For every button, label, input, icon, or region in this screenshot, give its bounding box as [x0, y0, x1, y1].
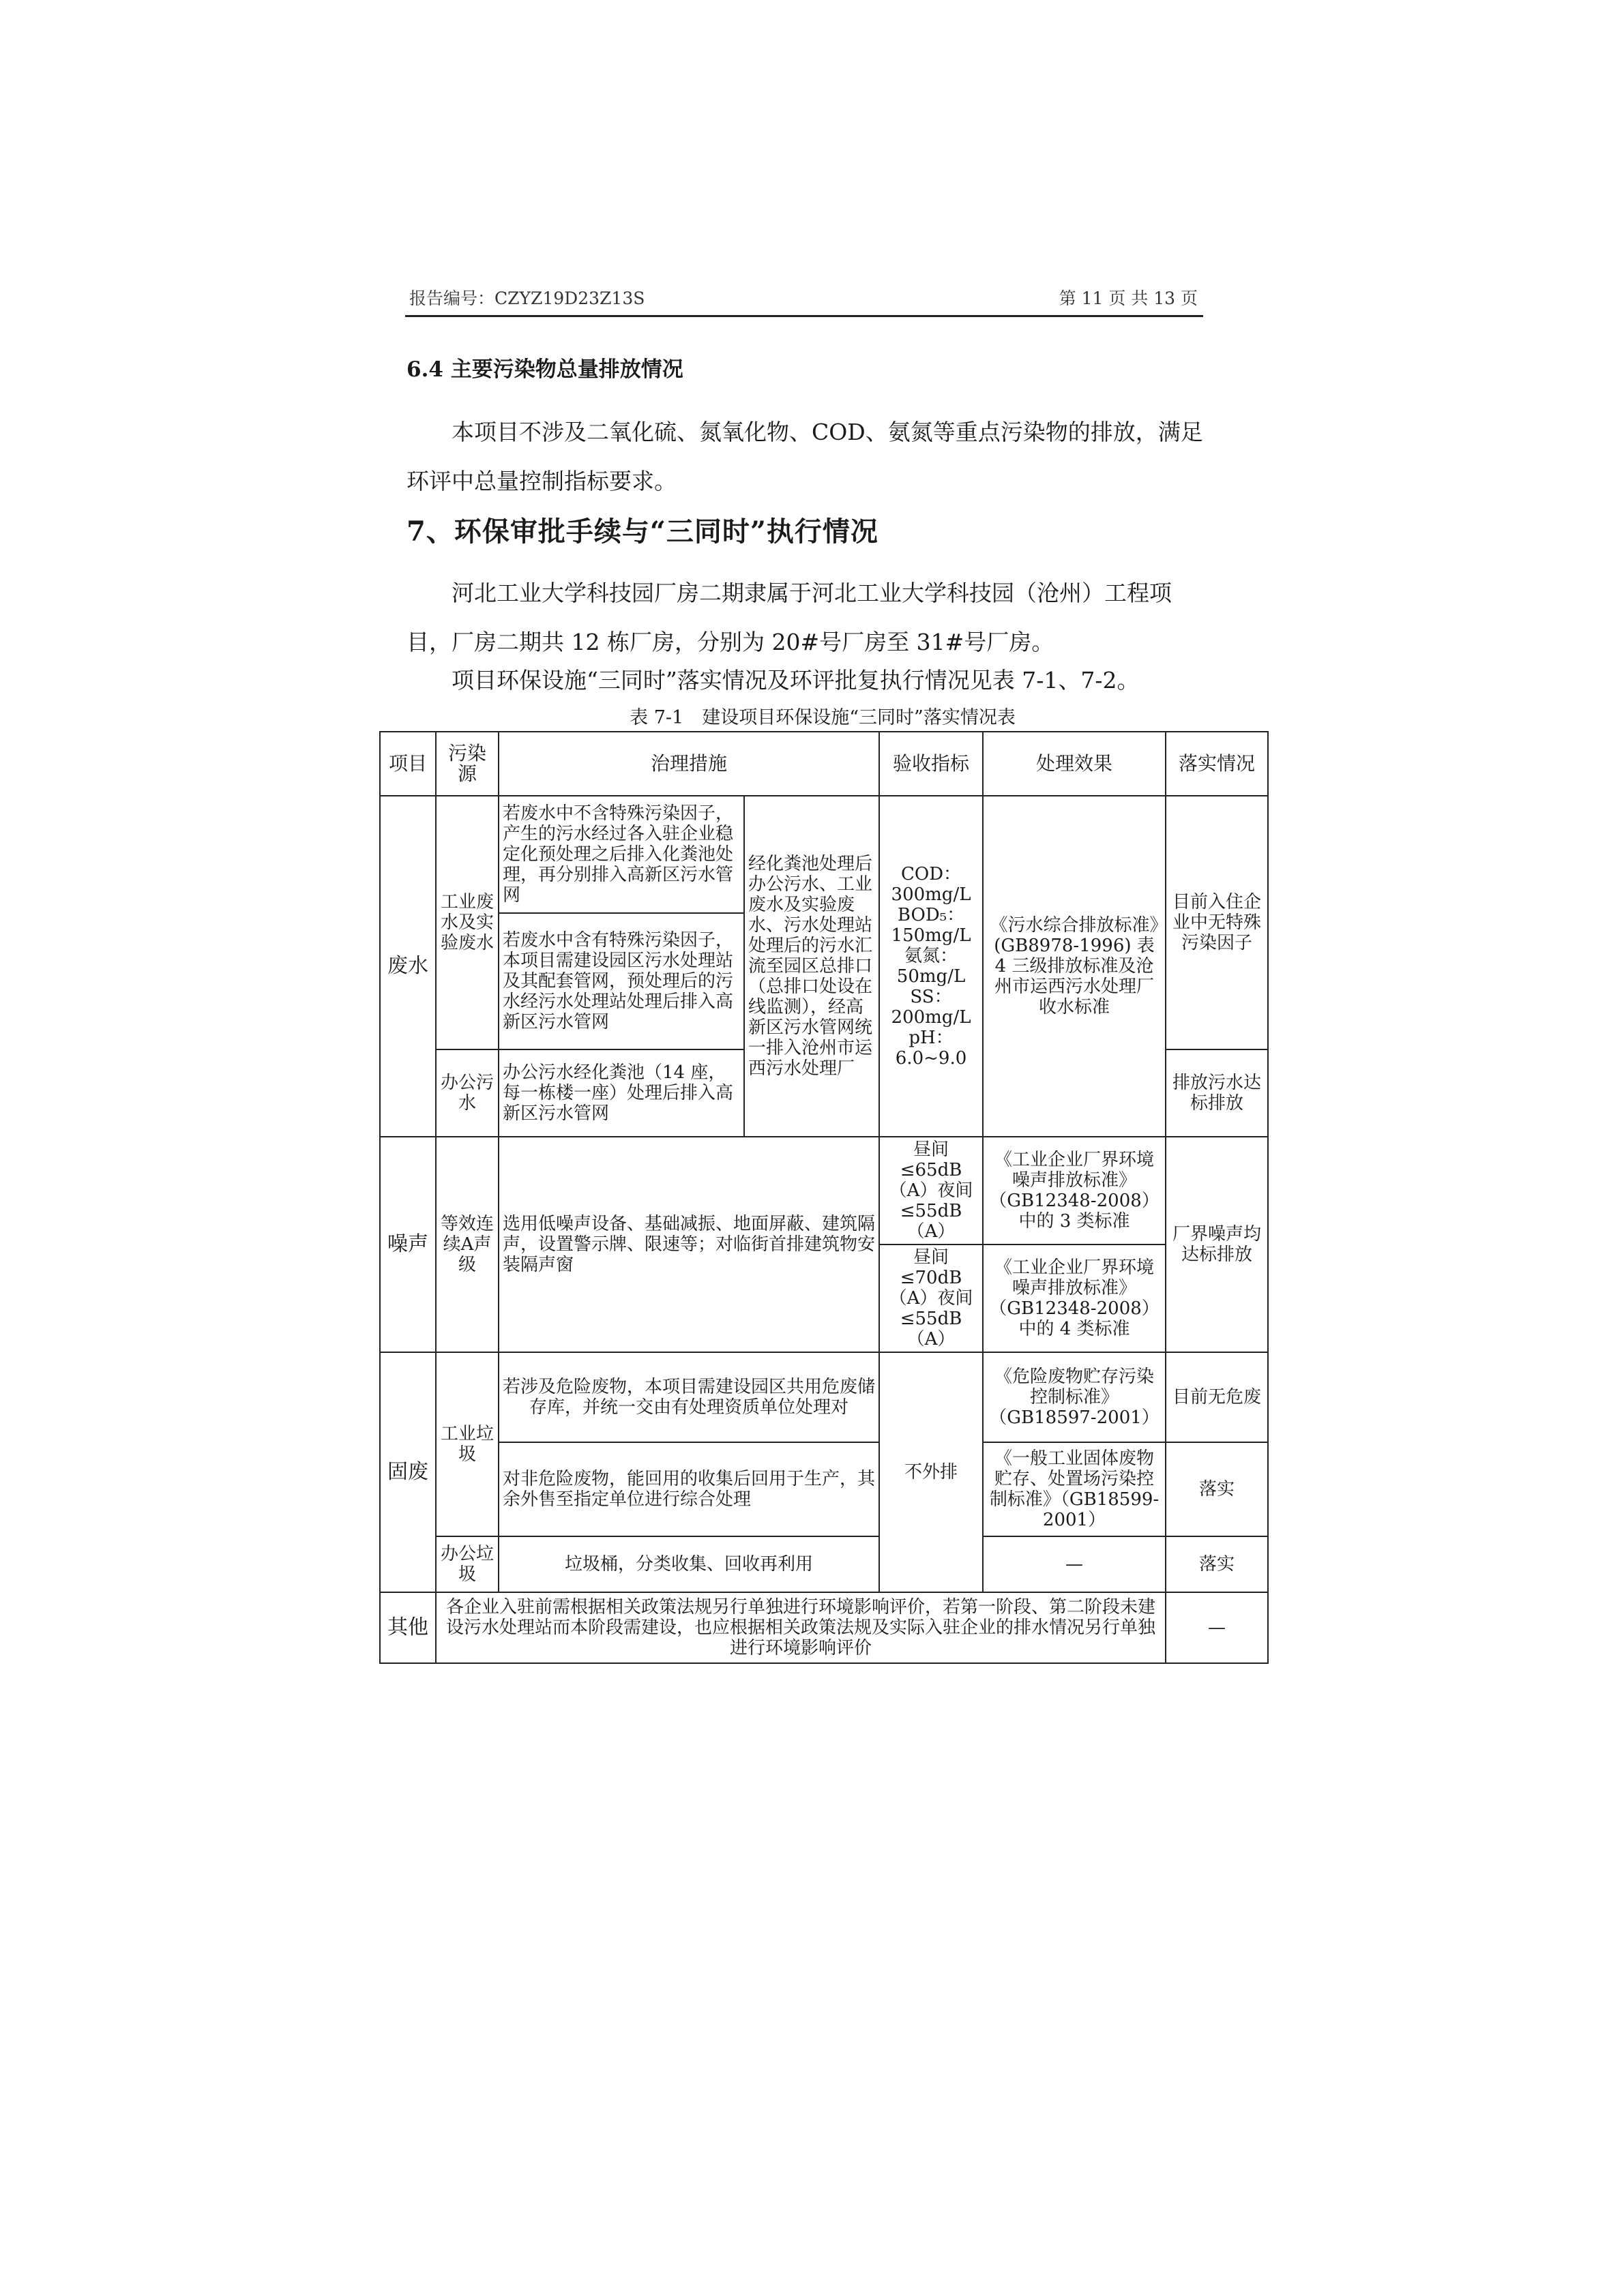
- status-hazardous-waste: 目前无危废: [1166, 1352, 1268, 1442]
- section-7-para-2: 项目环保设施“三同时”落实情况及环评批复执行情况见表 7-1、7-2。: [452, 667, 1140, 694]
- page-header: [405, 280, 1203, 317]
- report-number: 报告编号：CZYZ19D23Z13S: [409, 288, 645, 308]
- section-7-title: 7、环保审批手续与“三同时”执行情况: [407, 516, 879, 548]
- table-row: [380, 1137, 1268, 1244]
- source-industrial-wastewater: 工业废水及实验废水: [436, 796, 499, 1049]
- index-noise-class-4: 昼间≤70dB（A）夜间≤55dB（A）: [879, 1244, 983, 1352]
- header-source: 污染源: [436, 732, 499, 796]
- effect-office-garbage: —: [983, 1536, 1166, 1592]
- measure-office-garbage: 垃圾桶，分类收集、回收再利用: [499, 1536, 879, 1592]
- header-index: 验收指标: [879, 732, 983, 796]
- measure-noise: 选用低噪声设备、基础减振、地面屏蔽、建筑隔声，设置警示牌、限速等；对临街首排建筑物安装隔声窗: [499, 1137, 879, 1352]
- measure-common-discharge: 经化粪池处理后办公污水、工业废水及实验废水、污水处理站处理后的污水汇流至园区总排口（总排口处设在线监测），经高新区污水管网统一排入沧州市运西污水处理厂: [744, 796, 879, 1137]
- header-status: 落实情况: [1166, 732, 1268, 796]
- status-noise: 厂界噪声均达标排放: [1166, 1137, 1268, 1352]
- source-office-garbage: 办公垃圾: [436, 1536, 499, 1592]
- section-6-4-text: 本项目不涉及二氧化硫、氮氧化物、COD、氨氮等重点污染物的排放，满足环评中总量控制指标要求。: [407, 419, 1203, 494]
- category-solid-waste: 固废: [380, 1352, 436, 1592]
- table-7-1: [379, 731, 1269, 1664]
- effect-general-waste: 《一般工业固体废物贮存、处置场污染控制标准》（GB18599-2001）: [983, 1442, 1166, 1536]
- index-solid-waste: 不外排: [879, 1352, 983, 1592]
- table-row: [380, 796, 1268, 913]
- section-7-para-1: 河北工业大学科技园厂房二期隶属于河北工业大学科技园（沧州）工程项目，厂房二期共 12 栋厂房，分别为 20#号厂房至 31#号厂房。: [407, 580, 1172, 655]
- status-office-garbage: 落实: [1166, 1536, 1268, 1592]
- category-other: 其他: [380, 1592, 436, 1663]
- index-noise-class-3: 昼间≤65dB（A）夜间≤55dB（A）: [879, 1137, 983, 1244]
- category-noise: 噪声: [380, 1137, 436, 1352]
- table-caption: 表 7-1 建设项目环保设施“三同时”落实情况表: [630, 707, 1016, 728]
- status-office-wastewater: 排放污水达标排放: [1166, 1049, 1268, 1137]
- effect-wastewater: 《污水综合排放标准》(GB8978-1996) 表 4 三级排放标准及沧州市运西污水处理厂收水标准: [983, 796, 1166, 1137]
- effect-noise-class-3: 《工业企业厂界环境噪声排放标准》（GB12348-2008）中的 3 类标准: [983, 1137, 1166, 1244]
- status-other: —: [1166, 1592, 1268, 1663]
- table-row: [380, 1352, 1268, 1442]
- status-general-waste: 落实: [1166, 1442, 1268, 1536]
- effect-noise-class-4: 《工业企业厂界环境噪声排放标准》（GB12348-2008）中的 4 类标准: [983, 1244, 1166, 1352]
- table-row: [380, 1592, 1268, 1663]
- section-6-4-title: 6.4 主要污染物总量排放情况: [407, 357, 683, 382]
- source-office-wastewater: 办公污水: [436, 1049, 499, 1137]
- measure-special-pollutant: 若废水中含有特殊污染因子，本项目需建设园区污水处理站及其配套管网，预处理后的污水经污水处理站处理后排入高新区污水管网: [499, 913, 744, 1049]
- measure-no-special-pollutant: 若废水中不含特殊污染因子，产生的污水经过各入驻企业稳定化预处理之后排入化粪池处理，再分别排入高新区污水管网: [499, 796, 744, 913]
- page-number: 第 11 页 共 13 页: [1059, 288, 1198, 308]
- index-wastewater: COD：300mg/L BOD₅：150mg/L 氨氮：50mg/L SS：200mg/L pH：6.0~9.0: [879, 796, 983, 1137]
- measure-hazardous-waste: 若涉及危险废物，本项目需建设园区共用危废储存库，并统一交由有处理资质单位处理对: [499, 1352, 879, 1442]
- measure-general-waste: 对非危险废物，能回用的收集后回用于生产，其余外售至指定单位进行综合处理: [499, 1442, 879, 1536]
- status-industrial-wastewater: 目前入住企业中无特殊污染因子: [1166, 796, 1268, 1049]
- measure-office-wastewater: 办公污水经化粪池（14 座，每一栋楼一座）处理后排入高新区污水管网: [499, 1049, 744, 1137]
- source-industrial-waste: 工业垃圾: [436, 1352, 499, 1536]
- header-measure: 治理措施: [499, 732, 879, 796]
- other-text: 各企业入驻前需根据相关政策法规另行单独进行环境影响评价，若第一阶段、第二阶段未建设污水处理站而本阶段需建设，也应根据相关政策法规及实际入驻企业的排水情况另行单独进行环境影响评价: [436, 1592, 1166, 1663]
- header-item: 项目: [380, 732, 436, 796]
- source-noise: 等效连续A声级: [436, 1137, 499, 1352]
- effect-hazardous-waste: 《危险废物贮存污染控制标准》（GB18597-2001）: [983, 1352, 1166, 1442]
- category-wastewater: 废水: [380, 796, 436, 1137]
- header-effect: 处理效果: [983, 732, 1166, 796]
- table-row: [380, 1442, 1268, 1536]
- table-row: [380, 1536, 1268, 1592]
- table-header-row: [380, 732, 1268, 796]
